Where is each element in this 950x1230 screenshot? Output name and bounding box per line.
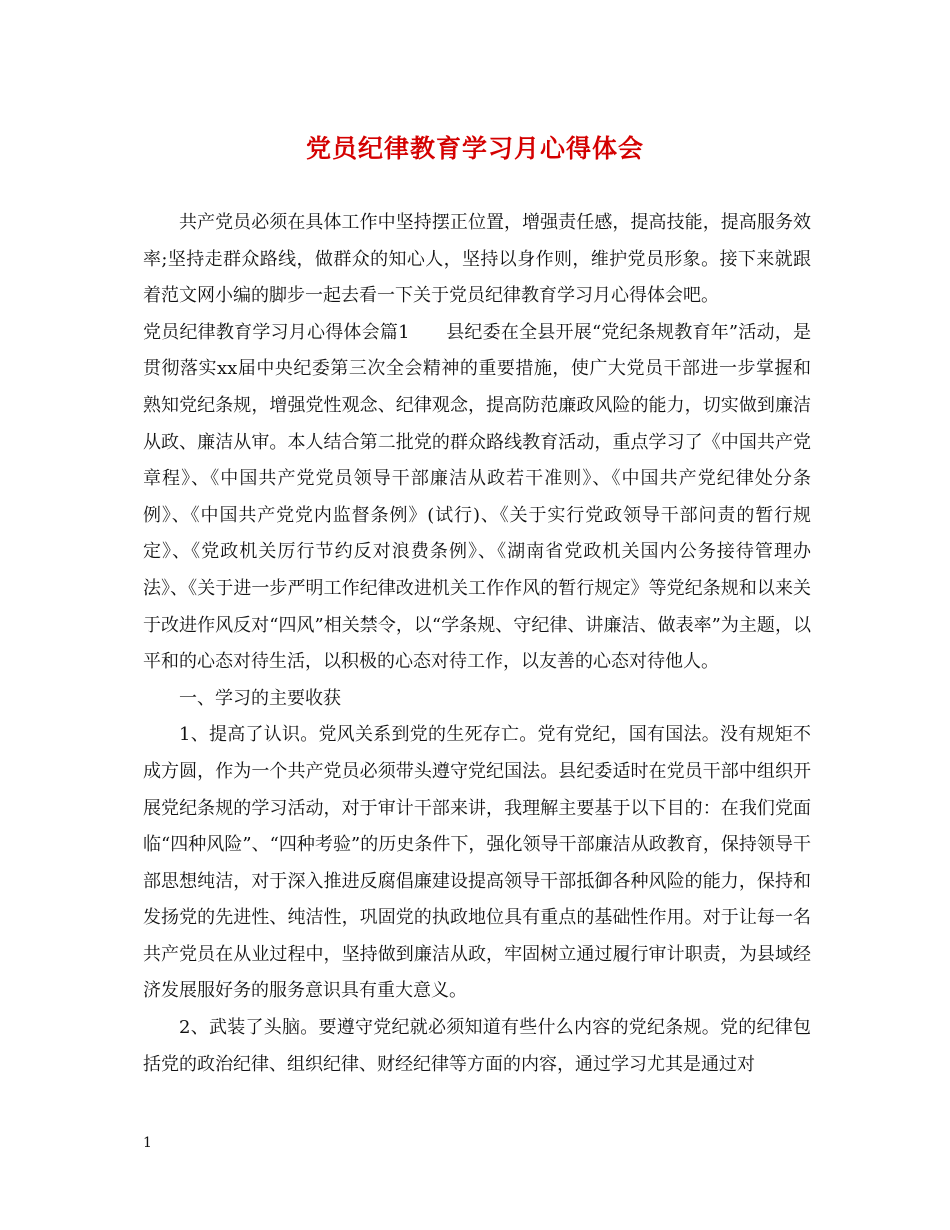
- page-number: 1: [143, 1135, 152, 1151]
- paragraph-point-1: 1、提高了认识。党风关系到党的生死存亡。党有党纪，国有国法。没有规矩不成方圆，作为一个共产党员必须带头遵守党纪国法。县纪委适时在党员干部中组织开展党纪条规的学习活动，对于审计干部来讲，我理解主要基于以下目的：在我们党面临“四种风险”、“四种考验”的历史条件下，强化领导干部廉洁从政教育，保持领导干部思想纯洁，对于深入推进反腐倡廉建设提高领导干部抵御各种风险的能力，保持和发扬党的先进性、纯洁性，巩固党的执政地位具有重点的基础性作用。对于让每一名共产党员在从业过程中，坚持做到廉洁从政，牢固树立通过履行审计职责，为县域经济发展服好务的服务意识具有重大意义。: [143, 724, 811, 1002]
- paragraph-part-1: 党员纪律教育学习月心得体会篇1 县纪委在全县开展“党纪条规教育年”活动，是贯彻落实xx届中央纪委第三次全会精神的重要措施，使广大党员干部进一步掌握和熟知党纪条规，增强党性观念、纪律观念，提高防范廉政风险的能力，切实做到廉洁从政、廉洁从审。本人结合第二批党的群众路线教育活动，重点学习了《中国共产党章程》、《中国共产党党员领导干部廉洁从政若干准则》、《中国共产党纪律处分条例》、《中国共产党党内监督条例》(试行)、《关于实行党政领导干部问责的暂行规定》、《党政机关厉行节约反对浪费条例》、《湖南省党政机关国内公务接待管理办法》、《关于进一步严明工作纪律改进机关工作作风的暂行规定》等党纪条规和以来关于改进作风反对“四风”相关禁令，以“学条规、守纪律、讲廉洁、做表率”为主题，以平和的心态对待生活，以积极的心态对待工作，以友善的心态对待他人。: [143, 321, 811, 673]
- section-heading-gains: 一、学习的主要收获: [179, 687, 341, 709]
- document-body: [143, 205, 811, 1083]
- document-title: 党员纪律教育学习月心得体会: [305, 134, 644, 163]
- paragraph-point-2: 2、武装了头脑。要遵守党纪就必须知道有些什么内容的党纪条规。党的纪律包括党的政治纪律、组织纪律、财经纪律等方面的内容，通过学习尤其是通过对: [143, 1017, 811, 1075]
- paragraph-intro: 共产党员必须在具体工作中坚持摆正位置，增强责任感，提高技能，提高服务效率;坚持走群众路线，做群众的知心人，坚持以身作则，维护党员形象。接下来就跟着范文网小编的脚步一起去看一下关于党员纪律教育学习月心得体会吧。: [143, 212, 811, 307]
